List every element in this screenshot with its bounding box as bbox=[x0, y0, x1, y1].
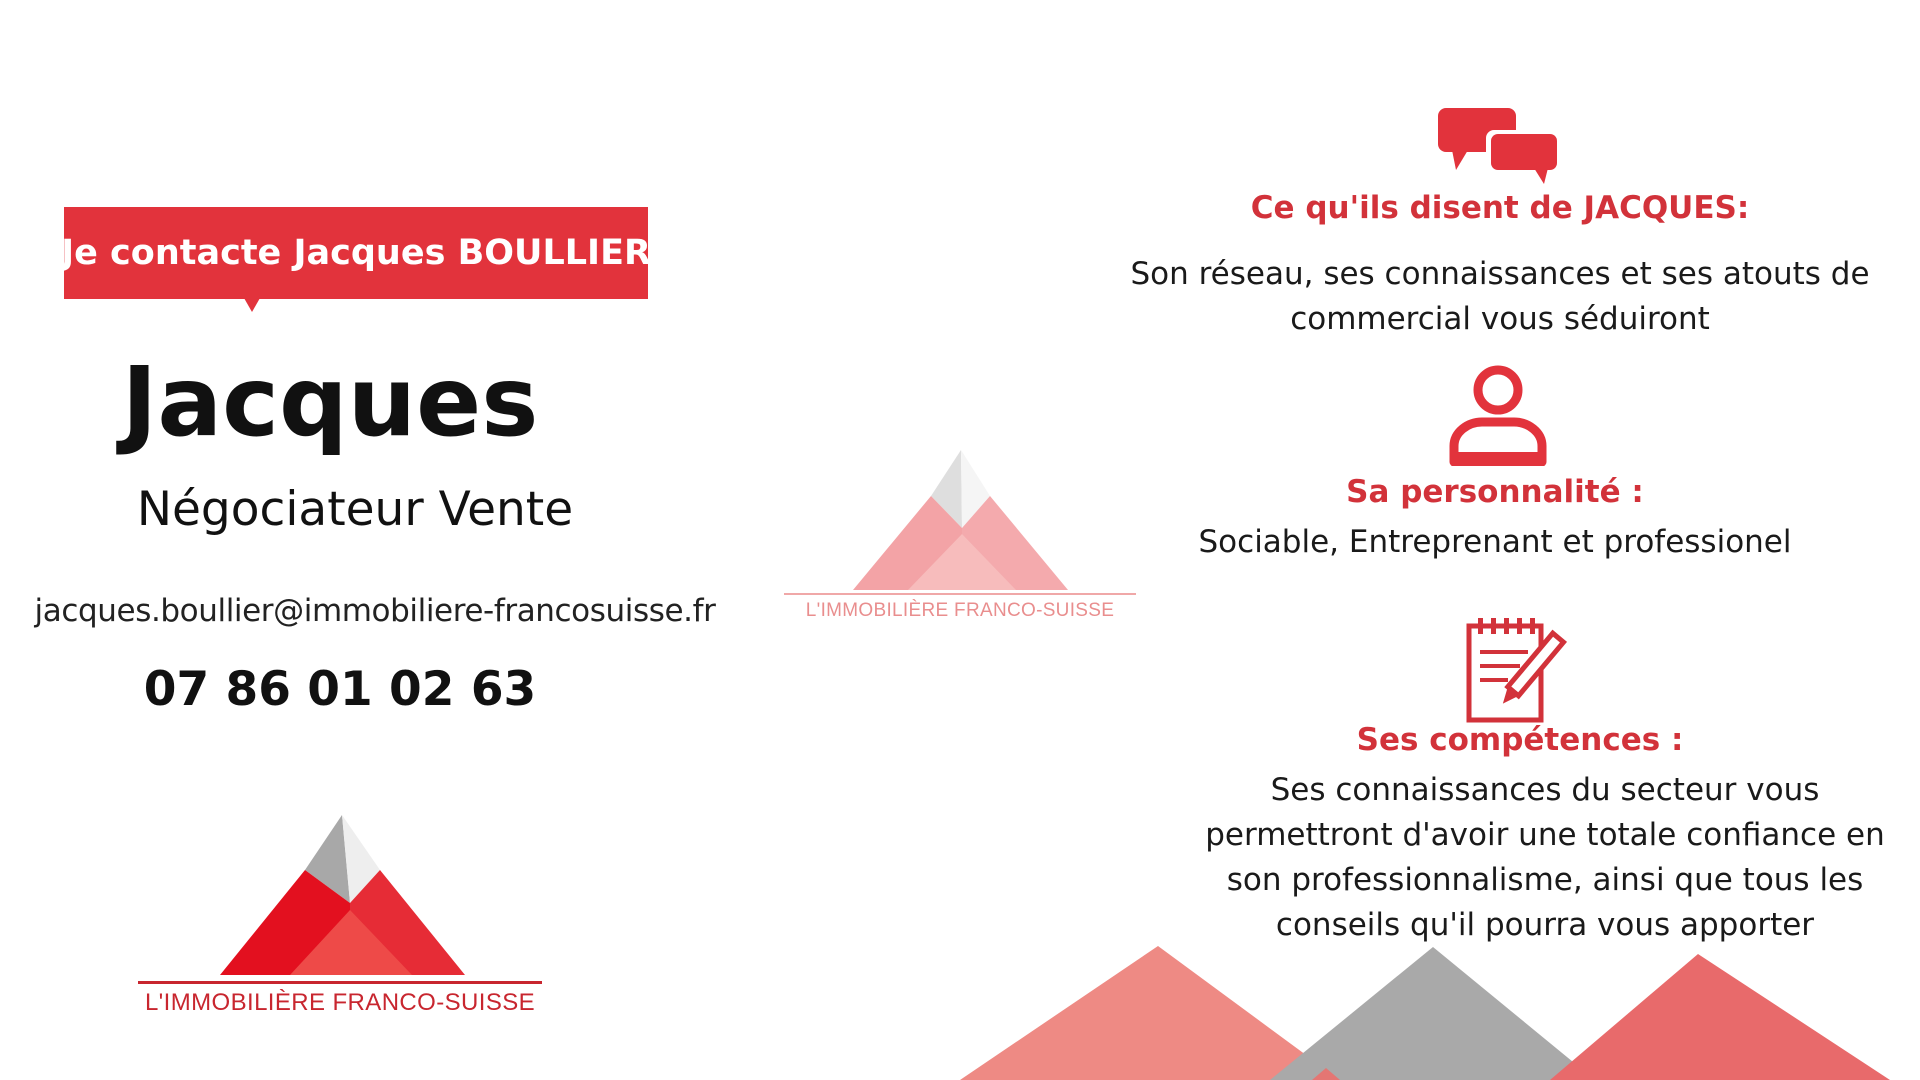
mountain-logo-icon bbox=[130, 815, 550, 990]
mountain-watermark-icon bbox=[780, 450, 1140, 595]
contact-banner-pointer bbox=[244, 298, 260, 312]
watermark-logo bbox=[780, 450, 1140, 630]
testimonials-title: Ce qu'ils disent de JACQUES: bbox=[1250, 190, 1750, 226]
watermark-logo-text: L'IMMOBILIÈRE FRANCO-SUISSE bbox=[805, 600, 1115, 621]
agent-phone-link[interactable]: 07 86 01 02 63 bbox=[143, 662, 537, 717]
decorative-mountains bbox=[960, 930, 1920, 1080]
personality-text: Sociable, Entreprenant et professionel bbox=[1198, 524, 1792, 560]
company-logo bbox=[130, 815, 550, 1020]
testimonials-text: Son réseau, ses connaissances et ses atouts de commercial vous séduiront bbox=[1130, 256, 1870, 337]
agent-name: Jacques bbox=[121, 346, 539, 458]
user-icon bbox=[1448, 364, 1548, 466]
agent-email-link[interactable]: jacques.boullier@immobiliere-francosuisse.fr bbox=[34, 593, 716, 629]
personality-title: Sa personnalité : bbox=[1346, 474, 1644, 510]
notepad-pencil-icon bbox=[1464, 616, 1570, 724]
skills-text: Ses connaissances du secteur vous permettront d'avoir une totale confiance en son professionnalisme, ainsi que tous les conseils qu'il pourra vous apporter bbox=[1205, 772, 1885, 943]
agent-role: Négociateur Vente bbox=[136, 482, 574, 537]
contact-button-label: Je contacte Jacques BOULLIER bbox=[61, 233, 651, 273]
contact-button[interactable] bbox=[61, 207, 651, 299]
skills-title: Ses compétences : bbox=[1356, 722, 1684, 758]
company-logo-text: L'IMMOBILIÈRE FRANCO-SUISSE bbox=[144, 989, 536, 1016]
speech-bubbles-icon bbox=[1438, 106, 1560, 184]
